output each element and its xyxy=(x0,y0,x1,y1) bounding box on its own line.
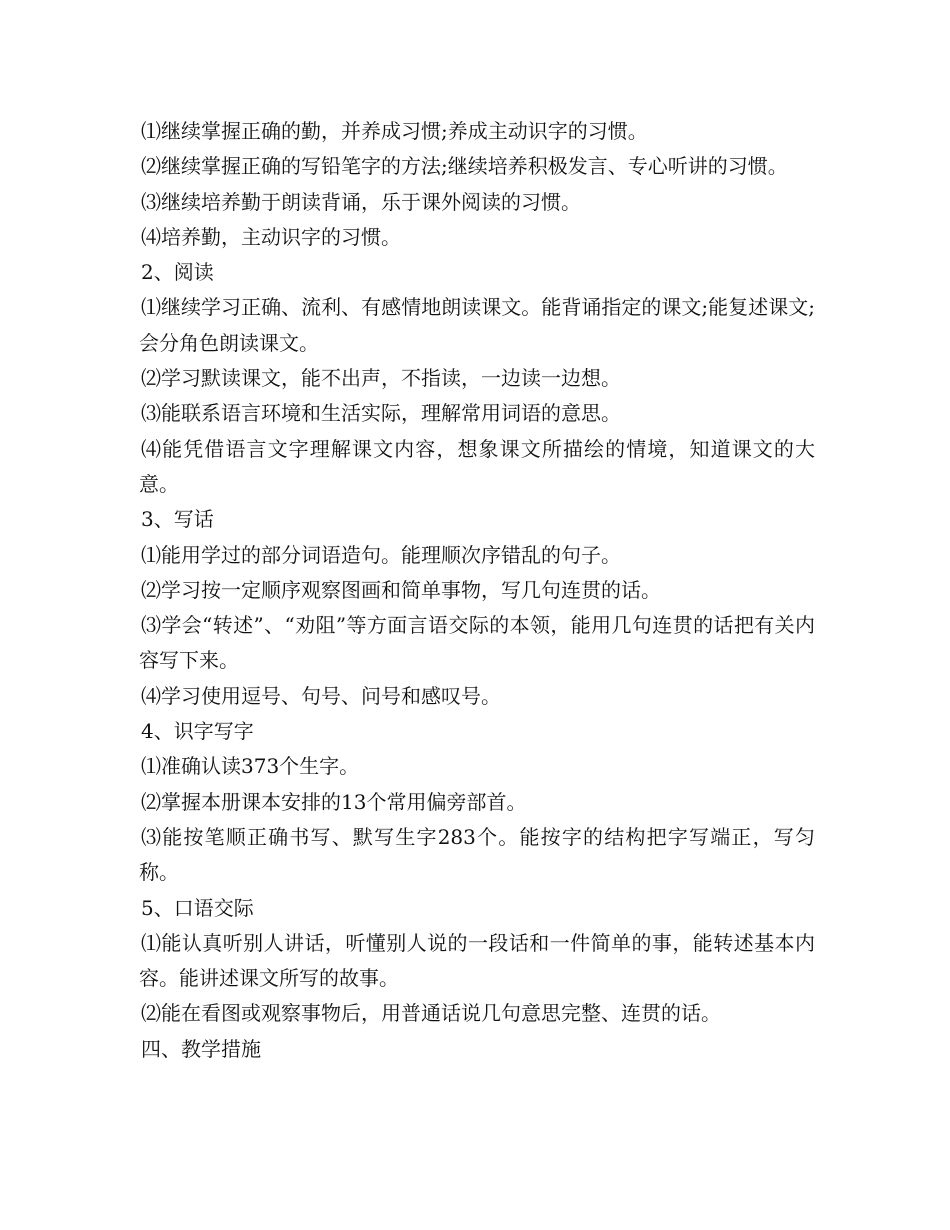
paragraph-4: ⑷培养勤，主动识字的习惯。 xyxy=(141,224,401,249)
paragraph-6: ⑴继续学习正确、流利、有感情地朗读课文。能背诵指定的课文;能复述课文;会分角色朗读课文。 xyxy=(139,295,815,355)
paragraph-7: ⑵学习默读课文，能不出声，不指读，一边读一边想。 xyxy=(141,366,621,391)
paragraph-13: ⑶学会“转述”、“劝阻”等方面言语交际的本领，能用几句连贯的话把有关内容写下来。 xyxy=(139,613,815,673)
paragraph-9: ⑷能凭借语言文字理解课文内容，想象课文所描绘的情境，知道课文的大意。 xyxy=(139,436,815,496)
paragraph-16: ⑴准确认读373个生字。 xyxy=(141,754,360,779)
section-heading-reading: 2、阅读 xyxy=(141,260,214,285)
paragraph-8: ⑶能联系语言环境和生活实际，理解常用词语的意思。 xyxy=(141,401,621,426)
paragraph-21: ⑵能在看图或观察事物后，用普通话说几句意思完整、连贯的话。 xyxy=(141,1001,721,1026)
section-heading-literacy: 4、识字写字 xyxy=(141,719,254,744)
paragraph-18: ⑶能按笔顺正确书写、默写生字283个。能按字的结构把字写端正，写匀称。 xyxy=(139,824,815,885)
paragraph-12: ⑵学习按一定顺序观察图画和简单事物，写几句连贯的话。 xyxy=(141,577,661,602)
paragraph-3: ⑶继续培养勤于朗读背诵，乐于课外阅读的习惯。 xyxy=(141,189,581,214)
section-heading-measures: 四、教学措施 xyxy=(141,1036,261,1061)
section-heading-writing: 3、写话 xyxy=(141,507,214,532)
section-heading-oral: 5、口语交际 xyxy=(141,895,254,920)
paragraph-17: ⑵掌握本册课本安排的13个常用偏旁部首。 xyxy=(141,789,527,814)
paragraph-1: ⑴继续掌握正确的勤，并养成习惯;养成主动识字的习惯。 xyxy=(141,119,648,143)
paragraph-20: ⑴能认真听别人讲话，听懂别人说的一段话和一件简单的事，能转述基本内容。能讲述课文所写的故事。 xyxy=(139,930,815,991)
paragraph-11: ⑴能用学过的部分词语造句。能理顺次序错乱的句子。 xyxy=(141,542,621,567)
paragraph-2: ⑵继续掌握正确的写铅笔字的方法;继续培养积极发言、专心听讲的习惯。 xyxy=(141,154,788,179)
document-body xyxy=(139,114,815,1067)
paragraph-14: ⑷学习使用逗号、句号、问号和感叹号。 xyxy=(141,683,501,708)
